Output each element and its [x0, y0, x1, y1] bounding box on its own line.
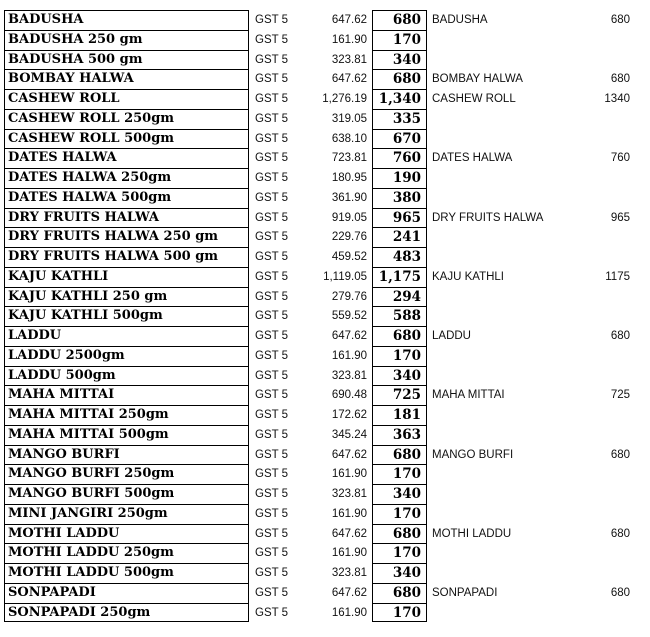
table-row [0, 227, 650, 247]
summary-price-cell: 1340 [604, 93, 630, 105]
base-price-cell: 1,119.05 [323, 270, 367, 283]
tax-rate-cell: GST 5 [255, 349, 289, 362]
price-cell: 680 [372, 326, 427, 346]
price-cell: 241 [372, 227, 427, 247]
tax-rate-cell: GST 5 [255, 132, 289, 145]
tax-rate-cell: GST 5 [255, 567, 289, 579]
table-row [0, 247, 650, 267]
item-name-cell: BADUSHA 250 gm [4, 30, 249, 50]
price-cell: 588 [372, 306, 427, 326]
item-name-cell: KAJU KATHLI 500gm [4, 306, 249, 326]
tax-rate-cell: GST 5 [255, 527, 289, 540]
summary-name-cell: KAJU KATHLI [432, 270, 504, 283]
table-row [0, 306, 650, 326]
price-cell: 1,175 [372, 267, 427, 287]
table-row [0, 69, 650, 89]
tax-rate-cell: GST 5 [255, 389, 289, 402]
item-name-cell: KAJU KATHLI 250 gm [4, 287, 249, 307]
summary-price-cell: 760 [610, 152, 630, 165]
summary-price-cell: 1175 [605, 270, 630, 283]
price-cell: 725 [372, 385, 427, 405]
price-cell: 380 [372, 188, 427, 208]
base-price-cell: 172.62 [331, 409, 367, 421]
base-price-cell: 161.90 [331, 349, 367, 362]
price-cell: 680 [372, 10, 427, 30]
price-cell: 294 [372, 287, 427, 307]
summary-price-cell: 680 [610, 73, 630, 86]
base-price-cell: 161.90 [331, 507, 367, 520]
price-cell: 680 [372, 69, 427, 89]
base-price-cell: 361.90 [331, 191, 367, 204]
summary-name-cell: SONPAPADI [432, 586, 498, 599]
price-cell: 680 [372, 445, 427, 465]
price-cell: 680 [372, 524, 427, 544]
base-price-cell: 319.05 [331, 112, 367, 125]
tax-rate-cell: GST 5 [255, 211, 289, 224]
tax-rate-cell: GST 5 [255, 468, 289, 481]
table-row [0, 425, 650, 445]
price-cell: 340 [372, 563, 427, 583]
base-price-cell: 459.52 [331, 251, 367, 263]
tax-rate-cell: GST 5 [255, 310, 289, 323]
item-name-cell: MANGO BURFI 250gm [4, 464, 249, 484]
table-row [0, 366, 650, 386]
price-cell: 680 [372, 583, 427, 603]
tax-rate-cell: GST 5 [255, 172, 289, 184]
table-row [0, 89, 650, 109]
base-price-cell: 229.76 [331, 231, 367, 244]
tax-rate-cell: GST 5 [255, 93, 289, 105]
table-row [0, 148, 650, 168]
item-name-cell: DATES HALWA [4, 148, 249, 168]
price-cell: 170 [372, 543, 427, 563]
base-price-cell: 647.62 [331, 14, 367, 26]
summary-name-cell: BOMBAY HALWA [432, 73, 523, 86]
base-price-cell: 647.62 [331, 527, 367, 540]
price-cell: 340 [372, 366, 427, 386]
tax-rate-cell: GST 5 [255, 290, 289, 303]
price-list-table [0, 10, 650, 622]
base-price-cell: 690.48 [331, 389, 367, 402]
tax-rate-cell: GST 5 [255, 73, 289, 86]
table-row [0, 30, 650, 50]
table-row [0, 168, 650, 188]
price-cell: 170 [372, 346, 427, 366]
table-row [0, 208, 650, 228]
base-price-cell: 323.81 [331, 567, 367, 579]
item-name-cell: SONPAPADI 250gm [4, 603, 249, 623]
tax-rate-cell: GST 5 [255, 152, 289, 165]
summary-name-cell: MAHA MITTAI [432, 389, 505, 402]
price-cell: 335 [372, 109, 427, 129]
base-price-cell: 723.81 [331, 152, 367, 165]
summary-price-cell: 680 [610, 330, 630, 342]
base-price-cell: 647.62 [331, 586, 367, 599]
price-cell: 170 [372, 30, 427, 50]
tax-rate-cell: GST 5 [255, 586, 289, 599]
summary-name-cell: DATES HALWA [432, 152, 513, 165]
tax-rate-cell: GST 5 [255, 448, 289, 461]
table-row [0, 267, 650, 287]
base-price-cell: 323.81 [331, 53, 367, 66]
tax-rate-cell: GST 5 [255, 112, 289, 125]
item-name-cell: CASHEW ROLL [4, 89, 249, 109]
item-name-cell: SONPAPADI [4, 583, 249, 603]
summary-price-cell: 680 [610, 527, 630, 540]
summary-price-cell: 965 [610, 211, 630, 224]
tax-rate-cell: GST 5 [255, 231, 289, 244]
base-price-cell: 919.05 [331, 211, 367, 224]
tax-rate-cell: GST 5 [255, 53, 289, 66]
table-row [0, 346, 650, 366]
summary-name-cell: LADDU [432, 330, 471, 342]
base-price-cell: 323.81 [331, 369, 367, 382]
price-cell: 170 [372, 504, 427, 524]
item-name-cell: BADUSHA 500 gm [4, 50, 249, 70]
base-price-cell: 647.62 [331, 330, 367, 342]
item-name-cell: DRY FRUITS HALWA 250 gm [4, 227, 249, 247]
item-name-cell: BADUSHA [4, 10, 249, 30]
item-name-cell: MAHA MITTAI 500gm [4, 425, 249, 445]
table-row [0, 129, 650, 149]
base-price-cell: 161.90 [331, 33, 367, 46]
item-name-cell: LADDU [4, 326, 249, 346]
item-name-cell: DATES HALWA 250gm [4, 168, 249, 188]
item-name-cell: MOTHI LADDU 500gm [4, 563, 249, 583]
price-cell: 483 [372, 247, 427, 267]
price-cell: 363 [372, 425, 427, 445]
price-cell: 170 [372, 603, 427, 623]
item-name-cell: MAHA MITTAI 250gm [4, 405, 249, 425]
summary-name-cell: CASHEW ROLL [432, 93, 516, 105]
base-price-cell: 161.90 [331, 547, 367, 560]
item-name-cell: KAJU KATHLI [4, 267, 249, 287]
table-row [0, 405, 650, 425]
price-cell: 965 [372, 208, 427, 228]
item-name-cell: MANGO BURFI [4, 445, 249, 465]
table-row [0, 445, 650, 465]
table-row [0, 109, 650, 129]
base-price-cell: 647.62 [331, 73, 367, 86]
item-name-cell: DRY FRUITS HALWA [4, 208, 249, 228]
base-price-cell: 180.95 [331, 172, 367, 184]
base-price-cell: 161.90 [331, 468, 367, 481]
table-row [0, 603, 650, 623]
tax-rate-cell: GST 5 [255, 14, 289, 26]
price-cell: 170 [372, 464, 427, 484]
tax-rate-cell: GST 5 [255, 369, 289, 382]
tax-rate-cell: GST 5 [255, 33, 289, 46]
summary-name-cell: DRY FRUITS HALWA [432, 211, 544, 224]
table-row [0, 484, 650, 504]
base-price-cell: 647.62 [331, 448, 367, 461]
base-price-cell: 1,276.19 [322, 93, 367, 105]
summary-price-cell: 680 [610, 14, 630, 26]
price-cell: 670 [372, 129, 427, 149]
base-price-cell: 279.76 [331, 290, 367, 303]
table-row [0, 543, 650, 563]
price-cell: 1,340 [372, 89, 427, 109]
table-row [0, 563, 650, 583]
table-row [0, 326, 650, 346]
summary-price-cell: 680 [610, 448, 630, 461]
tax-rate-cell: GST 5 [255, 428, 289, 441]
item-name-cell: LADDU 2500gm [4, 346, 249, 366]
summary-price-cell: 725 [610, 389, 630, 402]
tax-rate-cell: GST 5 [255, 191, 289, 204]
table-row [0, 524, 650, 544]
table-row [0, 504, 650, 524]
table-row [0, 464, 650, 484]
summary-name-cell: MANGO BURFI [432, 448, 514, 461]
base-price-cell: 345.24 [331, 428, 367, 441]
tax-rate-cell: GST 5 [255, 606, 289, 619]
summary-price-cell: 680 [610, 586, 630, 599]
item-name-cell: BOMBAY HALWA [4, 69, 249, 89]
item-name-cell: MOTHI LADDU 250gm [4, 543, 249, 563]
table-row [0, 188, 650, 208]
price-cell: 760 [372, 148, 427, 168]
item-name-cell: MINI JANGIRI 250gm [4, 504, 249, 524]
item-name-cell: MOTHI LADDU [4, 524, 249, 544]
price-cell: 190 [372, 168, 427, 188]
item-name-cell: MAHA MITTAI [4, 385, 249, 405]
item-name-cell: CASHEW ROLL 500gm [4, 129, 249, 149]
table-row [0, 385, 650, 405]
price-cell: 340 [372, 50, 427, 70]
base-price-cell: 161.90 [331, 606, 367, 619]
tax-rate-cell: GST 5 [255, 270, 289, 283]
tax-rate-cell: GST 5 [255, 409, 289, 421]
tax-rate-cell: GST 5 [255, 330, 289, 342]
price-cell: 181 [372, 405, 427, 425]
tax-rate-cell: GST 5 [255, 547, 289, 560]
summary-name-cell: MOTHI LADDU [432, 527, 512, 540]
table-row [0, 287, 650, 307]
tax-rate-cell: GST 5 [255, 488, 289, 500]
item-name-cell: DRY FRUITS HALWA 500 gm [4, 247, 249, 267]
base-price-cell: 323.81 [331, 488, 367, 500]
base-price-cell: 638.10 [331, 132, 367, 145]
table-row [0, 10, 650, 30]
summary-name-cell: BADUSHA [432, 14, 488, 26]
price-cell: 340 [372, 484, 427, 504]
item-name-cell: CASHEW ROLL 250gm [4, 109, 249, 129]
table-row [0, 583, 650, 603]
item-name-cell: DATES HALWA 500gm [4, 188, 249, 208]
item-name-cell: LADDU 500gm [4, 366, 249, 386]
item-name-cell: MANGO BURFI 500gm [4, 484, 249, 504]
tax-rate-cell: GST 5 [255, 507, 289, 520]
tax-rate-cell: GST 5 [255, 251, 289, 263]
base-price-cell: 559.52 [331, 310, 367, 323]
table-row [0, 50, 650, 70]
